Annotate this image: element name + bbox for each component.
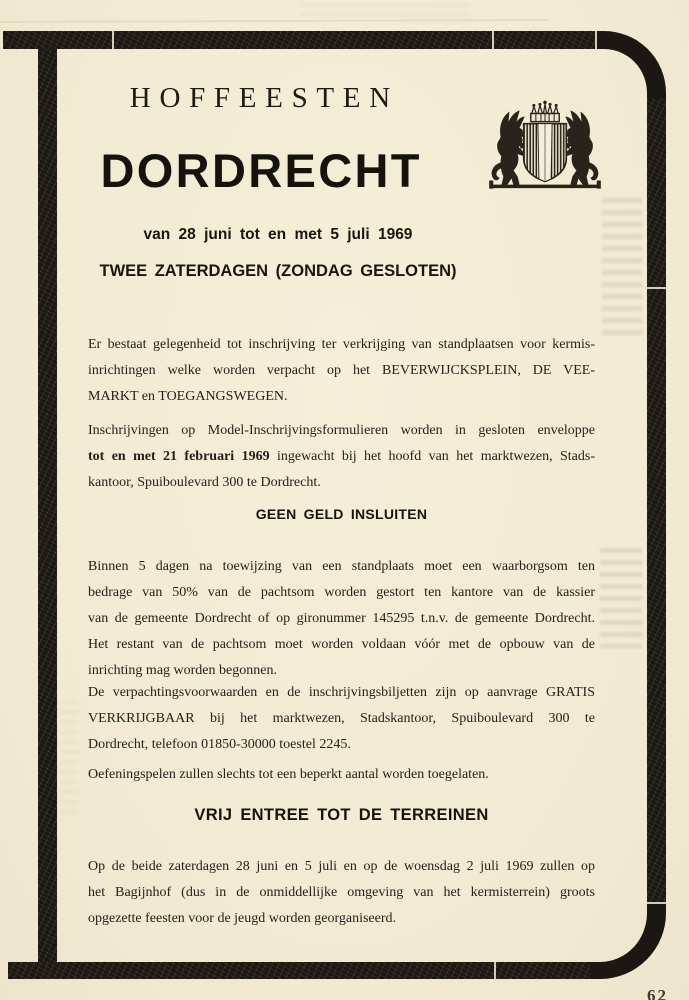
- deadline-bold-text: tot en met 21 februari 1969: [88, 449, 270, 464]
- text-line: bedrage van 50% van de pachtsom worden gestort ten kantore van de kassier: [88, 585, 595, 600]
- page-number: 62: [647, 986, 668, 1000]
- dordrecht-coat-of-arms-icon: [477, 99, 613, 193]
- paragraph-deadline: [88, 418, 595, 496]
- heading-free-entry: VRIJ ENTREE TOT DE TERREINEN: [194, 806, 489, 824]
- date-line: van 28 juni tot en met 5 juli 1969: [143, 226, 413, 243]
- frame-bottom-right-corner: [590, 904, 666, 979]
- paper-crease: [0, 19, 548, 23]
- text-segment: ingewacht bij het hoofd van het marktwezen, Stads-: [276, 449, 595, 464]
- text-line: Op de beide zaterdagen 28 juni en 5 juli en op de woensdag 2 juli 1969 zullen op: [88, 859, 595, 874]
- frame-seam: [112, 31, 114, 49]
- paragraph-youth-festivities: [88, 854, 595, 932]
- ink-bleed-ghost: [602, 198, 642, 338]
- paragraph-conditions: [88, 680, 595, 758]
- text-line: kantoor, Spuiboulevard 300 te Dordrecht.: [88, 475, 321, 490]
- text-line: van de gemeente Dordrecht of op gironummer 145295 t.n.v. de gemeente Dordrecht.: [88, 611, 595, 626]
- paragraph-games: [88, 762, 595, 788]
- heading-no-money: GEEN GELD INSLUITEN: [255, 506, 428, 522]
- paragraph-deposit: [88, 554, 595, 684]
- frame-seam: [647, 902, 666, 904]
- frame-top-right-corner: [597, 31, 666, 101]
- ink-bleed-ghost: [60, 700, 78, 820]
- frame-bottom-bar: [8, 962, 590, 979]
- city-title: DORDRECHT: [100, 144, 422, 197]
- text-line: MARKT en TOEGANGSWEGEN.: [88, 389, 288, 404]
- frame-seam: [647, 287, 666, 289]
- ink-bleed-ghost: [600, 548, 642, 648]
- frame-seam: [492, 31, 494, 49]
- text-line: [88, 444, 595, 470]
- frame-top-bar: [3, 31, 597, 49]
- text-line: Binnen 5 dagen na toewijzing van een standplaats moet een waarborgsom ten: [88, 559, 595, 574]
- frame-seam: [494, 962, 496, 979]
- text-line: De verpachtingsvoorwaarden en de inschrijvingsbiljetten zijn op aanvrage GRATIS: [88, 685, 595, 700]
- page-title: HOFFEESTEN: [129, 82, 399, 114]
- text-line: Oefeningspelen zullen slechts tot een beperkt aantal worden toegelaten.: [88, 767, 489, 782]
- text-line: inrichting mag worden begonnen.: [88, 663, 277, 678]
- text-line: Inschrijvingen op Model-Inschrijvingsformulieren worden in gesloten enveloppe: [88, 423, 595, 438]
- days-line: TWEE ZATERDAGEN (ZONDAG GESLOTEN): [99, 262, 457, 280]
- text-line: inrichtingen welke worden verpacht op het BEVERWIJCKSPLEIN, DE VEE-: [88, 363, 595, 378]
- text-line: opgezette feesten voor de jeugd worden georganiseerd.: [88, 911, 397, 926]
- text-line: Het restant van de pachtsom moet worden voldaan vóór met de opbouw van de: [88, 637, 595, 652]
- frame-right-bar: [647, 99, 666, 905]
- text-line: Er bestaat gelegenheid tot inschrijving ter verkrijging van standplaatsen voor kermis-: [88, 337, 595, 352]
- text-line: Dordrecht, telefoon 01850-30000 toestel 2245.: [88, 737, 351, 752]
- frame-seam: [595, 31, 597, 49]
- ink-bleed-ghost: [300, 3, 470, 17]
- text-line: het Bagijnhof (dus in de onmiddellijke omgeving van het kermisterrein) groots: [88, 885, 595, 900]
- text-line: VERKRIJGBAAR bij het marktwezen, Stadskantoor, Spuiboulevard 300 te: [88, 711, 595, 726]
- frame-left-bar: [38, 49, 57, 962]
- paragraph-registration: [88, 332, 595, 410]
